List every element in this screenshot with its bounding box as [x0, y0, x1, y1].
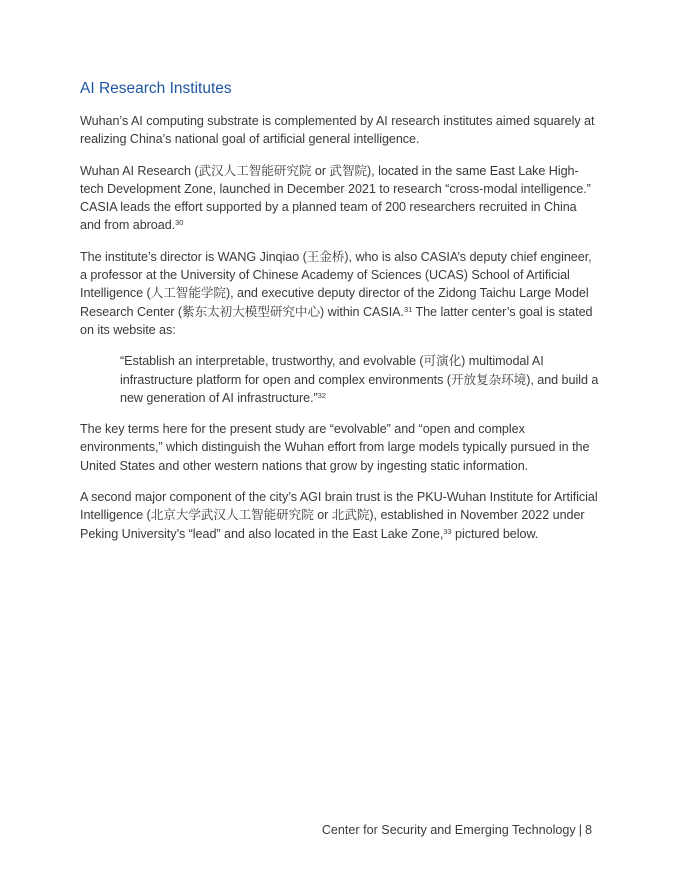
paragraph-3-tail: The latter center’s goal is stated on its website as:	[80, 304, 593, 337]
paragraph-4	[80, 420, 600, 475]
paragraph-1	[80, 112, 600, 149]
paragraph-4-text: The key terms here for the present study are “evolvable” and “open and complex environments,” which distinguish the Wuhan effort from large models typically pursued in the United States and other western nations that grow by ingesting static information.	[80, 422, 590, 473]
footnote-ref-31[interactable]: 31	[403, 304, 413, 314]
footer-org: Center for Security and Emerging Technology	[321, 823, 576, 837]
section-heading: AI Research Institutes	[80, 80, 232, 97]
block-quote-text: “Establish an interpretable, trustworthy, and evolvable (可演化) multimodal AI infrastructure platform for open and complex environments (开放复杂环境), and build a new generation of AI infrastructure.”	[120, 354, 599, 405]
paragraph-2	[80, 162, 600, 235]
paragraph-2-text: Wuhan AI Research (武汉人工智能研究院 or 武智院), located in the same East Lake High-tech Development Zone, launched in December 2021 to research “cross-modal intelligence.” CASIA leads the effort supported by a planned team of 200 researchers recruited in China and from abroad.	[80, 163, 591, 233]
footnote-ref-30[interactable]: 30	[175, 218, 184, 228]
footer-separator: |	[578, 823, 582, 837]
paragraph-5-tail: pictured below.	[451, 526, 539, 541]
paragraph-3-text: The institute’s director is WANG Jinqiao (王金桥), who is also CASIA’s deputy chief engineer, a professor at the University of Chinese Academy of Sciences (UCAS) School of Artificial Intelligence (人工智能学院), and executive deputy director of the Zidong Taichu Large Model Research Center (紫东太初大模型研究中心) within CASIA.	[80, 249, 592, 319]
footnote-ref-33[interactable]: 33	[443, 526, 452, 536]
paragraph-1-text: Wuhan’s AI computing substrate is complemented by AI research institutes aimed squarely at realizing China’s national goal of artificial general intelligence.	[80, 114, 595, 147]
page-footer	[322, 823, 592, 837]
paragraph-3	[80, 248, 600, 339]
block-quote	[120, 352, 600, 407]
paragraph-5-text: A second major component of the city’s AGI brain trust is the PKU-Wuhan Institute for Artificial Intelligence (北京大学武汉人工智能研究院 or 北武院), established in November 2022 under Peking University’s “lead” and also located in the East Lake Zone,	[80, 490, 598, 541]
page-number: 8	[584, 823, 592, 837]
footnote-ref-32[interactable]: 32	[317, 390, 326, 400]
page-content	[80, 78, 600, 556]
paragraph-5	[80, 488, 600, 543]
